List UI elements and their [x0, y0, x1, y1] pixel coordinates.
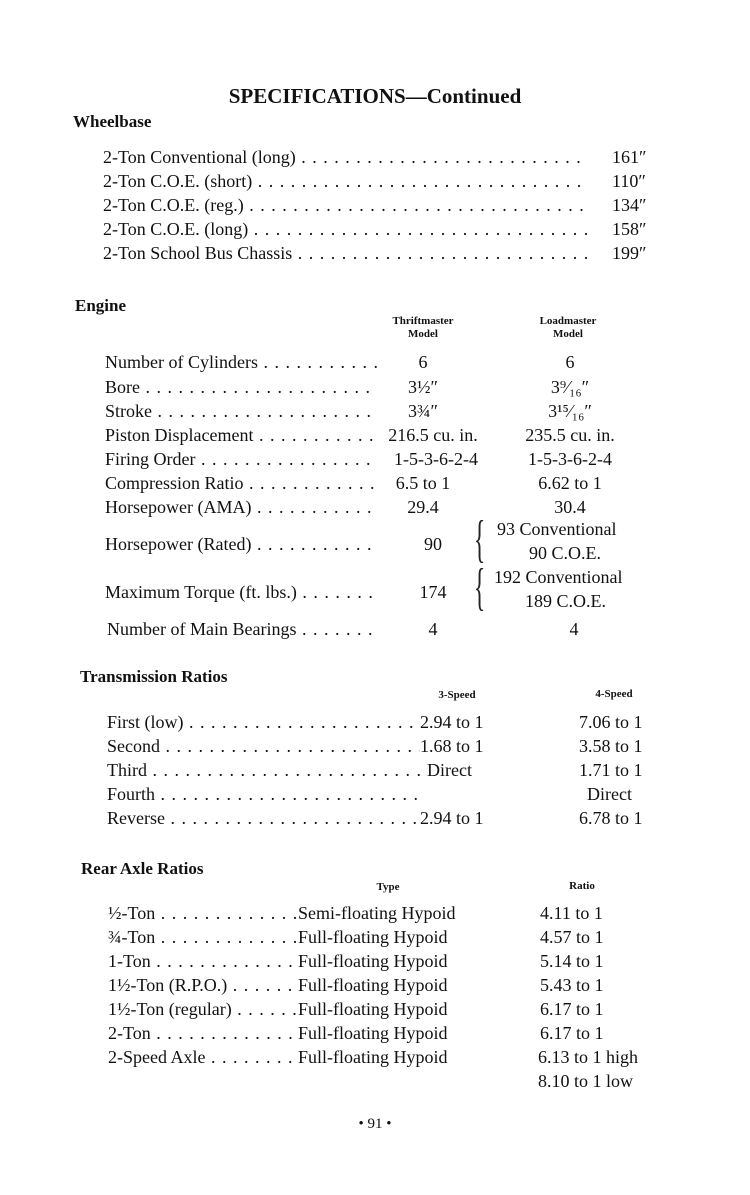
rear-axle-row-ratio: 4.57 to 1 [540, 927, 604, 947]
rear-axle-col1-header: Type [376, 881, 400, 893]
engine-row-label: Compression Ratio . . . [105, 471, 377, 495]
engine-row-v1: 1-5-3-6-2-4 [394, 449, 478, 469]
engine-row-v1: 174 [419, 582, 447, 602]
rear-axle-row-ratio: 6.17 to 1 [540, 1023, 604, 1043]
engine-row-label: Horsepower (AMA) . . . [105, 495, 377, 519]
rear-axle-row-type: Full-floating Hypoid [298, 951, 448, 971]
engine-row-v2: 4 [569, 619, 579, 639]
rear-axle-row-type: Semi-floating Hypoid [298, 903, 456, 923]
brace-icon: { [474, 511, 486, 568]
rear-axle-row-type: Full-floating Hypoid [298, 1023, 448, 1043]
rear-axle-row-ratio-low: 8.10 to 1 low [538, 1071, 634, 1091]
engine-row-v1: 29.4 [407, 497, 439, 517]
rear-axle-row-label: 2-Ton . . . [108, 1021, 298, 1045]
page-number: • 91 • [358, 1116, 392, 1132]
transmission-row-v1: 2.94 to 1 [420, 712, 484, 732]
engine-row-label: Maximum Torque (ft. lbs.) . . . [105, 580, 377, 604]
wheelbase-row-label: 2-Ton C.O.E. (short) . . . [103, 169, 588, 193]
engine-row-label: Firing Order . . . [105, 447, 377, 471]
page-title: SPECIFICATIONS—Continued [228, 84, 522, 108]
engine-row-v2: 189 C.O.E. [525, 591, 606, 611]
engine-row-label: Stroke . . . [105, 399, 377, 423]
brace-icon: { [474, 559, 486, 616]
transmission-col1-header: 3-Speed [438, 689, 476, 701]
transmission-row-v2: 1.71 to 1 [579, 760, 643, 780]
wheelbase-row-value: 158″ [612, 219, 647, 239]
engine-row-label: Number of Cylinders . . . [105, 350, 377, 374]
engine-row-v2: 3⁹⁄₁₆″ [550, 377, 590, 397]
engine-col1-line1: Thriftmaster [392, 315, 454, 327]
transmission-row-v1: 1.68 to 1 [420, 736, 484, 756]
rear-axle-heading: Rear Axle Ratios [81, 859, 204, 878]
engine-row-v2: 6.62 to 1 [538, 473, 602, 493]
wheelbase-row-label: 2-Ton School Bus Chassis . . . [103, 241, 588, 265]
engine-row-v2: 192 Conventional [494, 567, 623, 587]
wheelbase-heading: Wheelbase [73, 112, 152, 131]
engine-row-v1: 3½″ [408, 377, 438, 397]
rear-axle-col2-header: Ratio [569, 880, 595, 892]
transmission-row-v1: Direct [427, 760, 472, 780]
rear-axle-row-ratio: 6.13 to 1 high [538, 1047, 639, 1067]
wheelbase-row-value: 161″ [612, 147, 647, 167]
transmission-row-label: Reverse . . . [107, 806, 420, 830]
rear-axle-row-ratio: 5.14 to 1 [540, 951, 604, 971]
transmission-row-label: Fourth . . . [107, 782, 420, 806]
wheelbase-row-value: 199″ [612, 243, 647, 263]
rear-axle-row-label: ½-Ton . . . [108, 901, 298, 925]
engine-row-v2: 90 C.O.E. [529, 543, 601, 563]
engine-col2-line1: Loadmaster [539, 315, 597, 327]
wheelbase-row-label: 2-Ton C.O.E. (long) . . . [103, 217, 588, 241]
engine-row-v2: 1-5-3-6-2-4 [528, 449, 612, 469]
engine-row-label: Number of Main Bearings . . . [107, 617, 377, 641]
engine-heading: Engine [75, 296, 127, 315]
engine-row-v2: 3¹⁵⁄₁₆″ [548, 401, 592, 421]
engine-row-label: Horsepower (Rated) . . . [105, 532, 377, 556]
engine-row-label: Piston Displacement . . . [105, 423, 377, 447]
engine-row-v2: 30.4 [554, 497, 586, 517]
wheelbase-row-value: 134″ [612, 195, 647, 215]
engine-row-v1: 4 [428, 619, 438, 639]
engine-col2-header [513, 315, 623, 341]
wheelbase-row-label: 2-Ton C.O.E. (reg.) . . . [103, 193, 588, 217]
rear-axle-row-ratio: 6.17 to 1 [540, 999, 604, 1019]
rear-axle-row-type: Full-floating Hypoid [298, 975, 448, 995]
engine-row-v1: 6 [418, 352, 428, 372]
transmission-row-label: Second . . . [107, 734, 420, 758]
transmission-row-v2: Direct [587, 784, 632, 804]
transmission-row-label: Third . . . [107, 758, 420, 782]
engine-row-v1: 6.5 to 1 [395, 473, 451, 493]
rear-axle-row-label: 1½-Ton (regular) . . . [108, 997, 298, 1021]
engine-col2-line2: Model [553, 328, 583, 340]
rear-axle-row-ratio: 5.43 to 1 [540, 975, 604, 995]
transmission-row-v1: 2.94 to 1 [420, 808, 484, 828]
engine-row-label: Bore . . . [105, 375, 377, 399]
engine-row-v2: 93 Conventional [497, 519, 617, 539]
rear-axle-row-ratio: 4.11 to 1 [540, 903, 603, 923]
engine-col1-header [368, 315, 478, 341]
transmission-row-v2: 3.58 to 1 [579, 736, 643, 756]
transmission-row-label: First (low) . . . [107, 710, 420, 734]
engine-row-v2: 6 [565, 352, 575, 372]
transmission-col2-header: 4-Speed [595, 688, 633, 700]
transmission-row-v2: 6.78 to 1 [579, 808, 643, 828]
wheelbase-row-value: 110″ [612, 171, 646, 191]
wheelbase-row-label: 2-Ton Conventional (long) . . . [103, 145, 588, 169]
engine-row-v1: 90 [424, 534, 442, 554]
engine-row-v1: 3¾″ [408, 401, 438, 421]
engine-row-v1: 216.5 cu. in. [388, 425, 478, 445]
transmission-row-v2: 7.06 to 1 [579, 712, 643, 732]
rear-axle-row-type: Full-floating Hypoid [298, 999, 448, 1019]
rear-axle-row-type: Full-floating Hypoid [298, 1047, 448, 1067]
rear-axle-row-label: 1½-Ton (R.P.O.) . . . [108, 973, 298, 997]
engine-row-v2: 235.5 cu. in. [525, 425, 615, 445]
rear-axle-row-label: 1-Ton . . . [108, 949, 298, 973]
transmission-heading: Transmission Ratios [80, 667, 228, 686]
rear-axle-row-label: 2-Speed Axle . . . [108, 1045, 298, 1069]
engine-col1-line2: Model [408, 328, 438, 340]
rear-axle-row-label: ¾-Ton . . . [108, 925, 298, 949]
rear-axle-row-type: Full-floating Hypoid [298, 927, 448, 947]
